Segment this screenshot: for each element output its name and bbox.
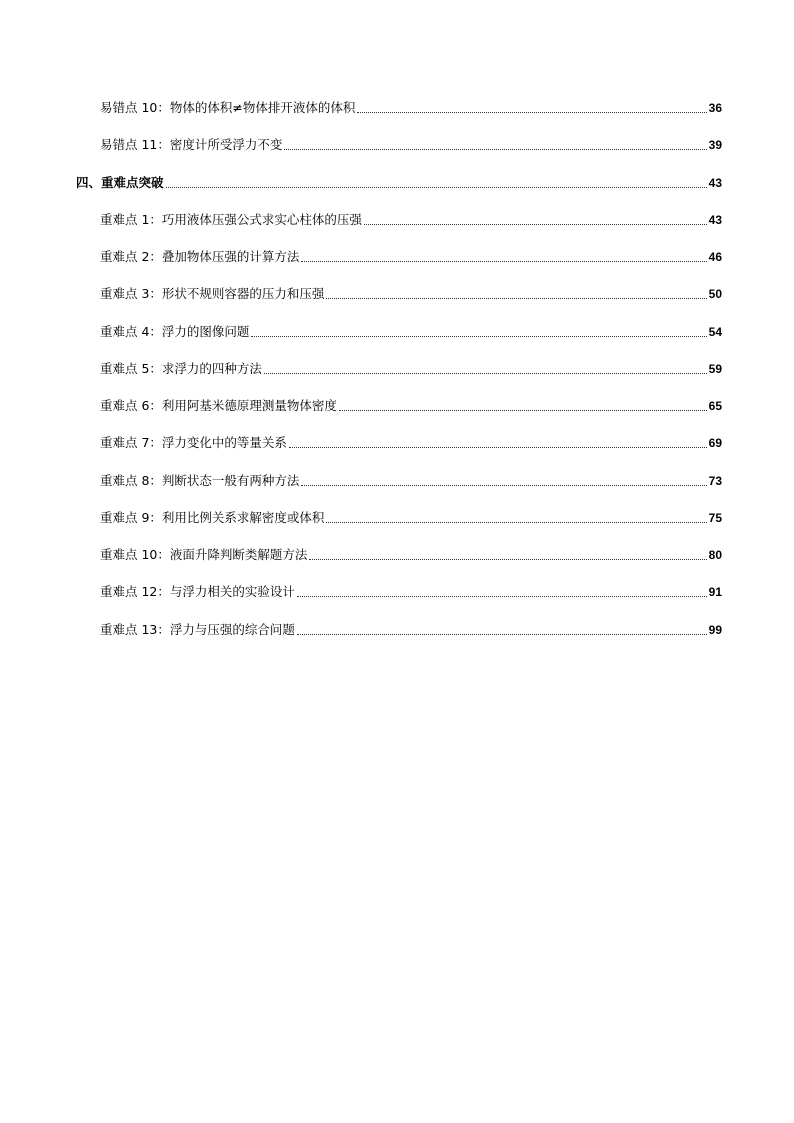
toc-dot-leader (264, 373, 707, 374)
toc-entry-difficulty-7[interactable] (100, 433, 722, 453)
toc-entry-title: 重难点 1：巧用液体压强公式求实心柱体的压强 (100, 212, 362, 227)
toc-entry-title: 重难点 2：叠加物体压强的计算方法 (100, 249, 300, 264)
toc-entry-difficulty-5[interactable] (100, 359, 722, 379)
toc-dot-leader (284, 149, 706, 150)
toc-page-number: 46 (708, 250, 722, 264)
toc-entry-title: 重难点 10：液面升降判断类解题方法 (100, 547, 308, 562)
toc-dot-leader (339, 410, 707, 411)
toc-dot-leader (301, 261, 706, 262)
toc-dot-leader (301, 485, 706, 486)
toc-page-number: 75 (708, 511, 722, 525)
toc-dot-leader (326, 522, 706, 523)
toc-page-number: 39 (708, 138, 722, 152)
toc-dot-leader (166, 187, 707, 188)
toc-entry-difficulty-13[interactable] (100, 620, 722, 640)
toc-entry-title: 易错点 10：物体的体积≠物体排开液体的体积 (100, 100, 356, 115)
toc-entry-title: 重难点 6：利用阿基米德原理测量物体密度 (100, 398, 337, 413)
toc-entry-title: 重难点 3：形状不规则容器的压力和压强 (100, 286, 325, 301)
toc-entry-title: 易错点 11：密度计所受浮力不变 (100, 137, 283, 152)
toc-entry-difficulty-1[interactable] (100, 210, 722, 230)
toc-dot-leader (326, 298, 706, 299)
toc-dot-leader (289, 447, 707, 448)
toc-dot-leader (357, 112, 706, 113)
toc-entry-title: 重难点 12：与浮力相关的实验设计 (100, 584, 295, 599)
toc-page-number: 54 (708, 325, 722, 339)
toc-entry-difficulty-8[interactable] (100, 471, 722, 491)
toc-page-number: 59 (708, 362, 722, 376)
toc-dot-leader (297, 596, 707, 597)
toc-entry-title: 重难点 8：判断状态一般有两种方法 (100, 473, 300, 488)
toc-entry-title: 重难点 5：求浮力的四种方法 (100, 361, 262, 376)
toc-page-number: 73 (708, 474, 722, 488)
toc-page-number: 50 (708, 287, 722, 301)
toc-section-title: 四、重难点突破 (76, 175, 164, 190)
toc-entry-title: 重难点 4：浮力的图像问题 (100, 324, 250, 339)
toc-entry-title: 重难点 9：利用比例关系求解密度或体积 (100, 510, 325, 525)
toc-entry-difficulty-10[interactable] (100, 545, 722, 565)
toc-page-number: 43 (708, 213, 722, 227)
toc-page-number: 36 (708, 101, 722, 115)
toc-page-number: 65 (708, 399, 722, 413)
toc-entry-difficulty-9[interactable] (100, 508, 722, 528)
toc-dot-leader (364, 224, 707, 225)
toc-dot-leader (251, 336, 706, 337)
toc-entry-difficulty-2[interactable] (100, 247, 722, 267)
toc-dot-leader (309, 559, 706, 560)
toc-entry-difficulty-4[interactable] (100, 322, 722, 342)
toc-entry-difficulty-3[interactable] (100, 284, 722, 304)
toc-entry-title: 重难点 7：浮力变化中的等量关系 (100, 435, 287, 450)
toc-page-number: 69 (708, 436, 722, 450)
toc-section-key-difficulties[interactable] (76, 173, 722, 193)
toc-entry-difficulty-12[interactable] (100, 582, 722, 602)
toc-dot-leader (297, 634, 707, 635)
toc-entry-title: 重难点 13：浮力与压强的综合问题 (100, 622, 295, 637)
toc-page-number: 43 (708, 176, 722, 190)
toc-entry-difficulty-6[interactable] (100, 396, 722, 416)
toc-entry-mistake-11[interactable] (100, 135, 722, 155)
toc-page-number: 80 (708, 548, 722, 562)
toc-page-number: 91 (708, 585, 722, 599)
toc-entry-mistake-10[interactable] (100, 98, 722, 118)
toc-page-number: 99 (708, 623, 722, 637)
